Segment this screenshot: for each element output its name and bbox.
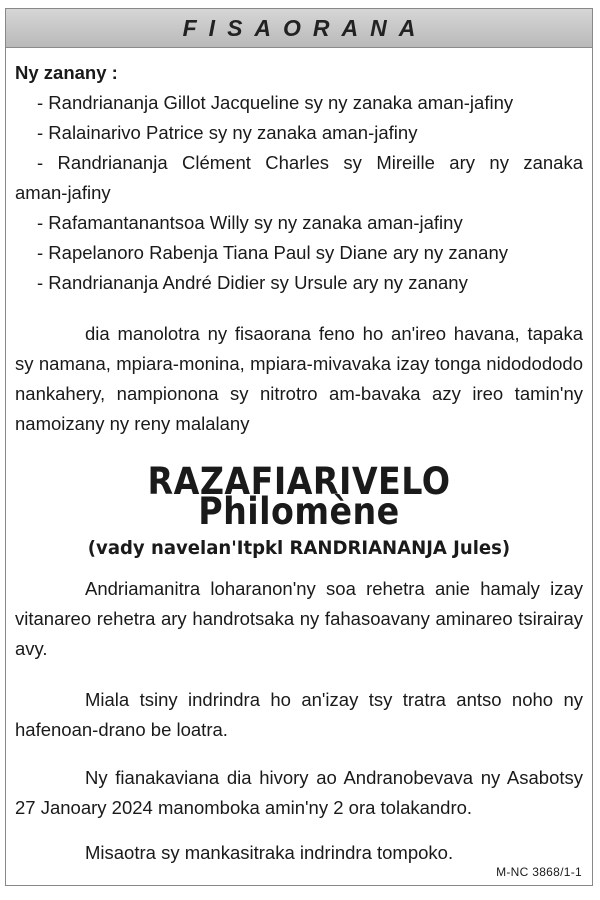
heir-item: - Randriananja Gillot Jacqueline sy ny zanaka aman-jafiny (37, 92, 514, 113)
heir-item: - Randriananja Clément Charles sy Mireille ary ny zanaka (37, 152, 583, 173)
notice-frame (5, 8, 593, 886)
heir-item: - Rapelanoro Rabenja Tiana Paul sy Diane ary ny zanany (37, 242, 509, 263)
heir-item: - Ralainarivo Patrice sy ny zanaka aman-jafiny (37, 122, 418, 143)
heir-item: - Rafamantanantsoa Willy sy ny zanaka aman-jafiny (37, 212, 463, 233)
blessing-section (15, 574, 583, 664)
deceased-spouse: (vady navelan'Itpkl RANDRIANANJA Jules) (87, 537, 511, 559)
heirs-label: Ny zanany : (15, 62, 118, 83)
burial-paragraph: Ny fianakaviana dia hivory ao Andranobevava ny Asabotsy 27 Janoary 2024 manomboka amin'ny 2 ora tolakandro. (15, 767, 583, 818)
apology-section (15, 685, 583, 745)
intro-paragraph: dia manolotra ny fisaorana feno ho an'ireo havana, tapaka sy namana, mpiara-monina, mpiara-mivavaka izay tonga nidodododo nankahery, nampionona sy nitrotro am-bavaka azy ireo tamin'ny namoizany ny reny malalany (15, 323, 583, 434)
deceased-section (15, 460, 583, 563)
heir-item: - Randriananja André Didier sy Ursule ary ny zanany (37, 272, 468, 293)
heir-item-continued: aman-jafiny (15, 182, 111, 203)
thanks-section (15, 838, 583, 868)
deceased-name: RAZAFIARIVELO Philomène (147, 460, 451, 533)
thanks-paragraph: Misaotra sy mankasitraka indrindra tompoko. (85, 842, 454, 863)
apology-paragraph: Miala tsiny indrindra ho an'izay tsy tratra antso noho ny hafenoan-drano be loatra. (15, 689, 583, 740)
notice-title: FISAORANA (6, 9, 592, 48)
blessing-paragraph: Andriamanitra loharanon'ny soa rehetra anie hamaly izay vitanareo rehetra ary handrotsaka ny fahasoavany aminareo tsirairay avy. (15, 578, 583, 659)
reference-code: M-NC 3868/1-1 (496, 865, 582, 879)
intro-section (15, 319, 583, 439)
heirs-section (15, 58, 583, 298)
burial-section (15, 763, 583, 823)
